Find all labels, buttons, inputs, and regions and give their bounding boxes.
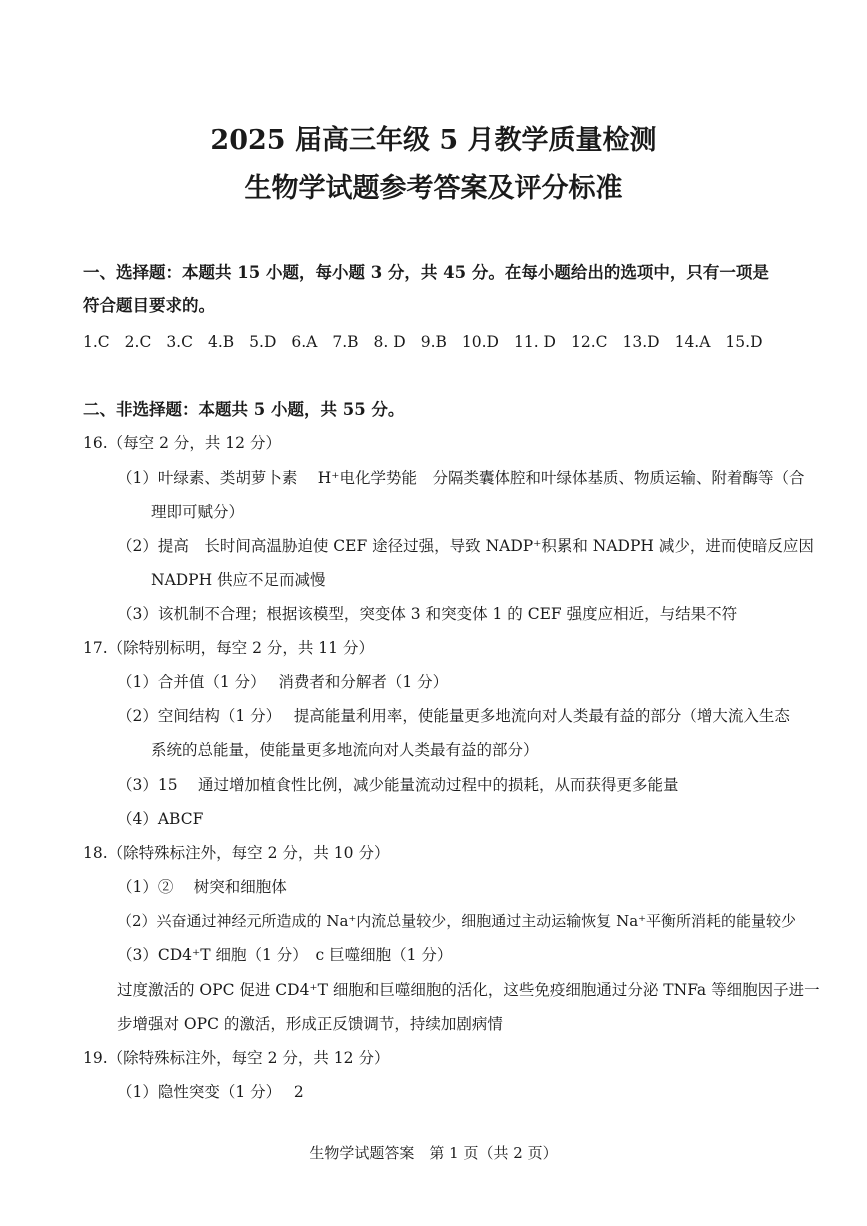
q16-answer-2-cont: NADPH 供应不足而减慢 xyxy=(151,571,326,589)
q16-answer-1: （1）叶绿素、类胡萝卜素 H⁺电化学势能 分隔类囊体腔和叶绿体基质、物质运输、附着酶等（合 xyxy=(117,469,805,487)
choice-answer: 6.A xyxy=(291,333,318,351)
q18-header: 18.（除特殊标注外，每空 2 分，共 10 分） xyxy=(83,844,390,862)
choice-answer: 8. D xyxy=(373,333,406,351)
choice-answer: 12.C xyxy=(570,333,608,351)
q17-answer-1: （1）合并值（1 分） 消费者和分解者（1 分） xyxy=(117,673,449,691)
q17-answer-2-cont: 系统的总能量，使能量更多地流向对人类最有益的部分） xyxy=(151,741,539,759)
q18-answer-1: （1）② 树突和细胞体 xyxy=(117,878,287,896)
choice-answer: 10.D xyxy=(461,333,499,351)
choice-answer: 7.B xyxy=(332,333,359,351)
q16-answer-2: （2）提高 长时间高温胁迫使 CEF 途径过强，导致 NADP⁺积累和 NADPH 减少，进而使暗反应因 xyxy=(117,537,814,555)
choice-answers xyxy=(83,332,778,352)
q18-note-cont: 步增强对 OPC 的激活，形成正反馈调节，持续加剧病情 xyxy=(117,1015,503,1033)
q16-answer-1-cont: 理即可赋分） xyxy=(151,503,245,521)
q16-answer-3: （3）该机制不合理；根据该模型，突变体 3 和突变体 1 的 CEF 强度应相近，与结果不符 xyxy=(117,605,738,623)
q18-answer-3: （3）CD4⁺T 细胞（1 分） c 巨噬细胞（1 分） xyxy=(117,946,453,964)
q17-answer-4: （4）ABCF xyxy=(117,810,204,828)
q17-answer-3: （3）15 通过增加植食性比例，减少能量流动过程中的损耗，从而获得更多能量 xyxy=(117,776,679,794)
document-title: 2025 届高三年级 5 月教学质量检测 xyxy=(210,125,657,156)
choice-answer: 2.C xyxy=(124,333,152,351)
choice-answer: 9.B xyxy=(420,333,447,351)
q18-note: 过度激活的 OPC 促进 CD4⁺T 细胞和巨噬细胞的活化，这些免疫细胞通过分泌 TNFa 等细胞因子进一 xyxy=(117,981,820,999)
q17-header: 17.（除特别标明，每空 2 分，共 11 分） xyxy=(83,639,374,657)
choice-answer: 14.A xyxy=(674,333,711,351)
choice-answer: 5.D xyxy=(249,333,277,351)
q16-header: 16.（每空 2 分，共 12 分） xyxy=(83,434,281,452)
q17-answer-2: （2）空间结构（1 分） 提高能量利用率，使能量更多地流向对人类最有益的部分（增大流入生态 xyxy=(117,707,790,725)
choice-answer: 13.D xyxy=(622,333,660,351)
page-footer: 生物学试题答案 第 1 页（共 2 页） xyxy=(309,1144,558,1162)
q18-answer-2: （2）兴奋通过神经元所造成的 Na⁺内流总量较少，细胞通过主动运输恢复 Na⁺平衡所消耗的能量较少 xyxy=(117,912,797,930)
q19-header: 19.（除特殊标注外，每空 2 分，共 12 分） xyxy=(83,1049,390,1067)
choice-answer: 11. D xyxy=(513,333,556,351)
choice-answer: 1.C xyxy=(83,333,110,351)
section1-heading-line2: 符合题目要求的。 xyxy=(83,296,215,315)
choice-answer: 4.B xyxy=(207,333,235,351)
choice-answer: 15.D xyxy=(725,333,763,351)
section2-heading: 二、非选择题：本题共 5 小题，共 55 分。 xyxy=(83,400,405,419)
section1-heading-line1: 一、选择题：本题共 15 小题，每小题 3 分，共 45 分。在每小题给出的选项中，只有一项是 xyxy=(83,263,769,282)
document-subtitle: 生物学试题参考答案及评分标准 xyxy=(244,173,623,204)
q19-answer-1: （1）隐性突变（1 分） 2 xyxy=(117,1083,304,1101)
choice-answer: 3.C xyxy=(166,333,193,351)
